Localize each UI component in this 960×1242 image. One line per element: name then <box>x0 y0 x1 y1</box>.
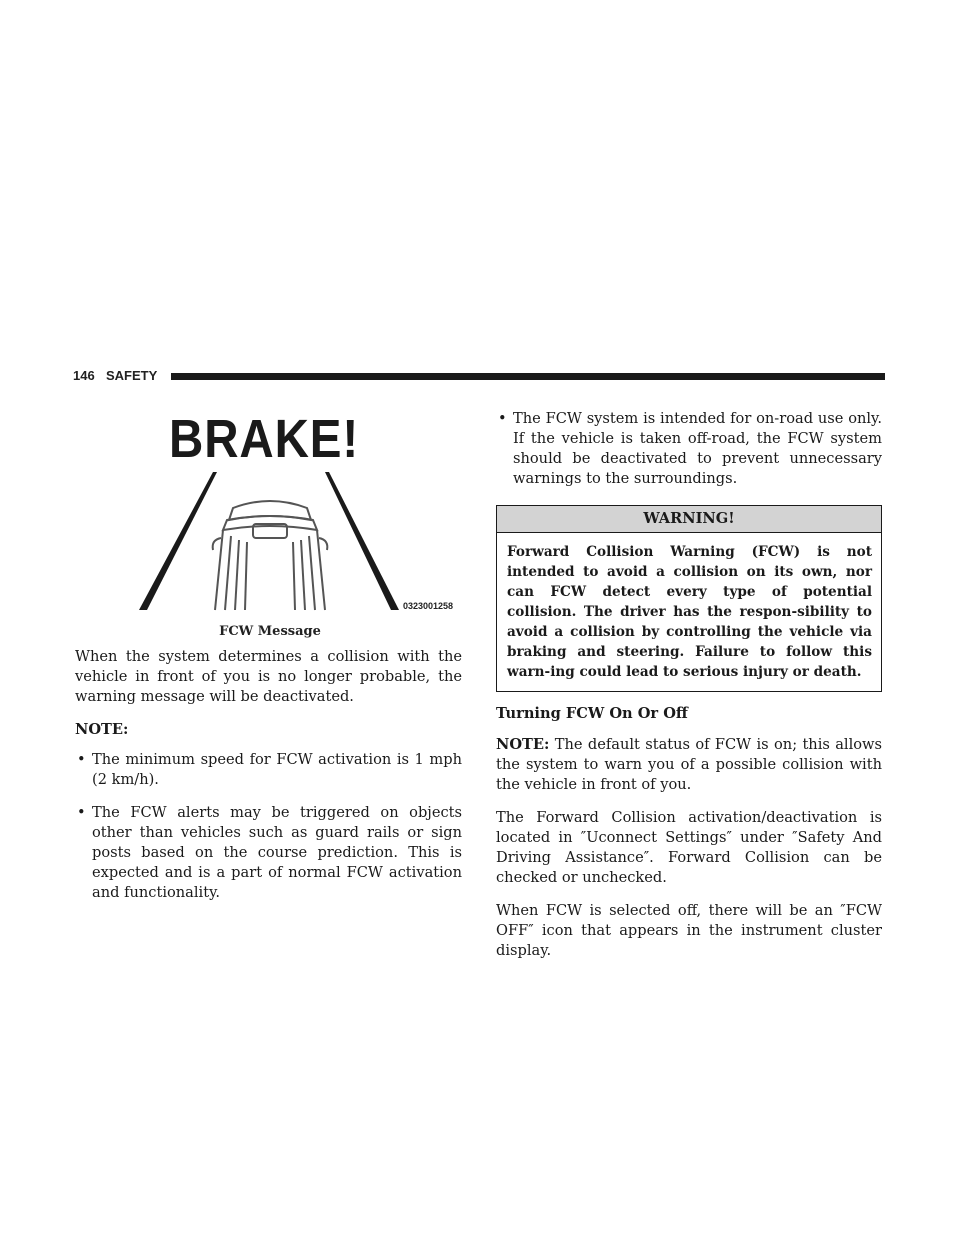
intro-paragraph: When the system determines a collision with the vehicle in front of you is no longer probable, the warning message will be deactivated. <box>75 648 462 705</box>
brake-warning-text: BRAKE! <box>169 409 360 469</box>
note-bullets <box>75 750 462 903</box>
section-title: SAFETY <box>106 368 158 383</box>
offroad-bullets <box>496 409 882 489</box>
bullet-text: The minimum speed for FCW activation is 1 mph (2 km/h). <box>92 751 462 788</box>
warning-body: Forward Collision Warning (FCW) is not intended to avoid a collision on its own, nor can FCW detect every type of potential collision. The driver has the respon-sibility to avoid a collision by controlling the vehicle via braking and steering. Failure to follow this warn-ing could lead to serious injury or death. <box>507 544 872 680</box>
note-text: The default status of FCW is on; this allows the system to warn you of a possible collision with the vehicle in front of you. <box>496 736 882 793</box>
list-item <box>75 803 462 903</box>
settings-paragraph: The Forward Collision activation/deactivation is located in ″Uconnect Settings″ under ″Safety And Driving Assistance″. Forward Collision can be checked or unchecked. <box>496 809 882 886</box>
page-number: 146 <box>73 368 95 383</box>
list-item <box>496 409 882 489</box>
warning-title: WARNING! <box>497 506 881 533</box>
list-item <box>75 750 462 790</box>
note-label: NOTE: <box>75 721 129 738</box>
fcw-off-paragraph: When FCW is selected off, there will be an ″FCW OFF″ icon that appears in the instrument cluster display. <box>496 902 882 959</box>
image-code: 0323001258 <box>403 601 454 611</box>
right-column <box>496 409 882 974</box>
bullet-icon: • <box>498 410 507 427</box>
figure-caption: FCW Message <box>219 624 321 639</box>
fcw-figure <box>135 409 465 642</box>
section-subheading: Turning FCW On Or Off <box>496 705 688 722</box>
note-label: NOTE: <box>496 736 550 753</box>
left-column <box>75 647 462 916</box>
bullet-icon: • <box>77 751 86 768</box>
header-rule <box>171 373 885 380</box>
page-header <box>73 366 885 386</box>
bullet-text: The FCW system is intended for on-road use only. If the vehicle is taken off-road, the FCW system should be deactivated to prevent unnecessary warnings to the surroundings. <box>513 410 882 487</box>
warning-box <box>496 505 882 692</box>
note-paragraph <box>496 735 882 795</box>
bullet-text: The FCW alerts may be triggered on objects other than vehicles such as guard rails or sign posts based on the course prediction. This is expected and is a part of normal FCW activation and functionality. <box>92 804 462 901</box>
bullet-icon: • <box>77 804 86 821</box>
